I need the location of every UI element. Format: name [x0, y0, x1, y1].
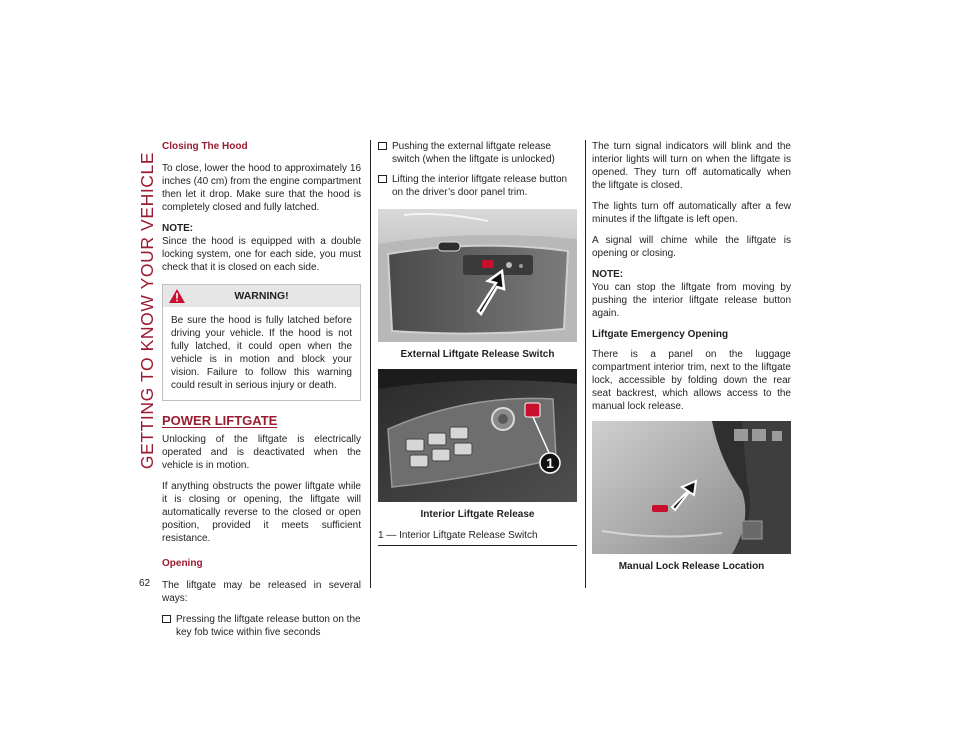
callout-number: 1 — [546, 455, 554, 471]
opening-heading: Opening — [162, 558, 203, 569]
bullet-box-icon — [378, 142, 387, 150]
column-divider — [585, 140, 586, 588]
list-item — [378, 173, 577, 199]
external-liftgate-switch-image — [378, 209, 577, 342]
note-label: NOTE: — [592, 269, 624, 280]
warning-title: WARNING! — [234, 289, 289, 302]
paragraph: The lights turn off automatically after a few minutes if the liftgate is left open. — [592, 201, 791, 225]
closing-hood-text: To close, lower the hood to approximately 16 inches (40 cm) from the engine compartment then let it drop. Make sure that the hood is completely closed and fully latched. — [162, 163, 361, 213]
warning-header — [163, 285, 360, 307]
column-divider — [370, 140, 371, 588]
figure-caption: Interior Liftgate Release — [420, 509, 535, 520]
warning-box — [162, 284, 361, 401]
column-1 — [162, 140, 361, 646]
note-text: You can stop the liftgate from moving by pushing the interior liftgate release button again. — [592, 282, 791, 319]
bullet-box-icon — [162, 615, 171, 623]
section-sidebar — [136, 130, 160, 490]
paragraph: The turn signal indicators will blink and the interior lights will turn on when the liftgate is opened. They turn off automatically when the liftgate is closed. — [592, 141, 791, 191]
note-label: NOTE: — [162, 223, 194, 234]
interior-liftgate-release-image — [378, 369, 577, 502]
paragraph: A signal will chime while the liftgate is opening or closing. — [592, 235, 791, 259]
warning-triangle-icon — [168, 288, 186, 304]
warning-text: Be sure the hood is fully latched before driving your vehicle. If the hood is not fully latched, it could open when the vehicle is in motion and block your vision. Failure to follow this warning could result in serious injury or death. — [171, 315, 352, 391]
figure-legend: 1 — Interior Liftgate Release Switch — [378, 529, 577, 546]
list-item-text: Pressing the liftgate release button on the key fob twice within five seconds — [176, 614, 361, 638]
list-item-text: Pushing the external liftgate release switch (when the liftgate is unlocked) — [392, 141, 555, 165]
figure-caption: External Liftgate Release Switch — [400, 349, 555, 360]
page-number: 62 — [139, 578, 151, 589]
list-item-text: Lifting the interior liftgate release button on the driver’s door panel trim. — [392, 174, 568, 198]
list-item — [378, 140, 577, 166]
column-3 — [592, 140, 791, 581]
note-text: Since the hood is equipped with a double locking system, one for each side, you must check that it is closed on each side. — [162, 236, 361, 273]
opening-intro: The liftgate may be released in several ways: — [162, 580, 361, 604]
bullet-box-icon — [378, 175, 387, 183]
power-liftgate-heading: POWER LIFTGATE — [162, 413, 278, 428]
list-item — [162, 613, 361, 639]
power-liftgate-paragraph: If anything obstructs the power liftgate while it is closing or opening, the liftgate will automatically reverse to the closed or open position, provided it meets sufficient resistance. — [162, 481, 361, 544]
column-2 — [378, 140, 577, 546]
power-liftgate-paragraph: Unlocking of the liftgate is electrically operated and is deactivated when the vehicle is in motion. — [162, 434, 361, 471]
figure-caption: Manual Lock Release Location — [618, 561, 765, 572]
closing-hood-heading: Closing The Hood — [162, 141, 248, 152]
manual-lock-release-image — [592, 421, 791, 554]
emergency-heading: Liftgate Emergency Opening — [592, 329, 729, 340]
emergency-text: There is a panel on the luggage compartment interior trim, next to the liftgate lock, accessible by folding down the rear seat backrest, which allows access to the manual lock release. — [592, 349, 791, 412]
section-title: GETTING TO KNOW YOUR VEHICLE — [137, 151, 158, 469]
